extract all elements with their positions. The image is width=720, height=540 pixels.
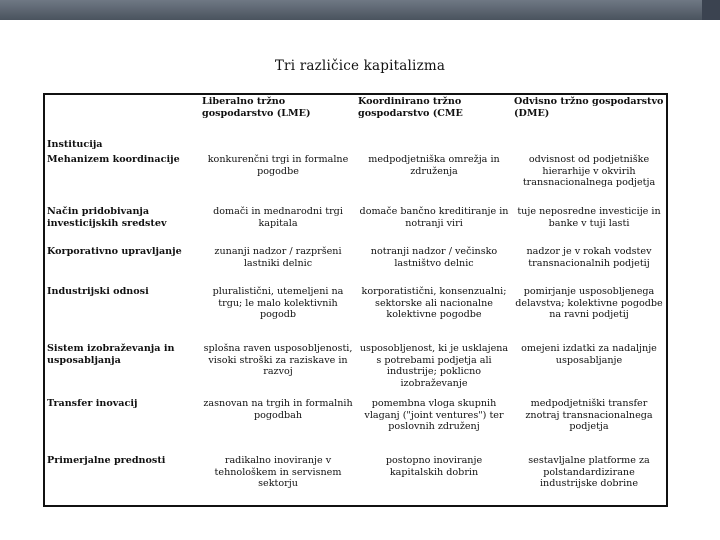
row-label: Primerjalne prednosti bbox=[47, 455, 166, 466]
cell-dme: sestavljalne platforme za polstandardizirane industrijske dobrine bbox=[528, 455, 650, 490]
header-cme: Koordinirano tržno gospodarstvo (CME bbox=[358, 96, 463, 119]
table-row bbox=[44, 342, 667, 397]
table-row bbox=[44, 153, 667, 205]
table-row bbox=[44, 285, 667, 342]
row-label: Transfer inovacij bbox=[47, 398, 138, 409]
cell-dme: medpodjetniški transfer znotraj transnacionalnega podjetja bbox=[525, 398, 653, 433]
cell-lme: konkurenčni trgi in formalne pogodbe bbox=[207, 154, 349, 177]
top-decoration-corner bbox=[702, 0, 720, 20]
top-decoration-bar bbox=[0, 0, 720, 20]
row-label: Način pridobivanja investicijskih sredstev bbox=[47, 206, 167, 229]
table-header-row bbox=[44, 94, 667, 153]
row-label: Sistem izobraževanja in usposabljanja bbox=[47, 343, 175, 366]
header-dme: Odvisno tržno gospodarstvo (DME) bbox=[514, 96, 664, 119]
comparison-table bbox=[43, 93, 668, 507]
table-row bbox=[44, 205, 667, 245]
cell-cme: medpodjetniška omrežja in združenja bbox=[368, 154, 500, 177]
cell-dme: pomirjanje usposobljenega delavstva; kolektivne pogodbe na ravni podjetij bbox=[515, 286, 663, 321]
cell-dme: tuje neposredne investicije in banke v tuji lasti bbox=[517, 206, 661, 229]
cell-cme: korporatistični, konsenzualni; sektorske ali nacionalne kolektivne pogodbe bbox=[361, 286, 507, 321]
cell-dme: omejeni izdatki za nadaljnje usposabljanje bbox=[521, 343, 657, 366]
cell-cme: pomembna vloga skupnih vlaganj ("joint ventures") ter poslovnih združenj bbox=[364, 398, 504, 433]
cell-lme: zasnovan na trgih in formalnih pogodbah bbox=[203, 398, 353, 421]
row-label: Korporativno upravljanje bbox=[47, 246, 182, 257]
cell-cme: usposobljenost, ki je usklajena s potrebami podjetja ali industrije; poklicno izobraževanje bbox=[359, 343, 509, 389]
table-row bbox=[44, 454, 667, 506]
header-lme: Liberalno tržno gospodarstvo (LME) bbox=[202, 96, 311, 119]
row-label: Mehanizem koordinacije bbox=[47, 154, 180, 165]
cell-lme: splošna raven usposobljenosti, visoki stroški za raziskave in razvoj bbox=[203, 343, 353, 378]
header-institucija: Institucija bbox=[47, 139, 103, 151]
cell-cme: domače bančno kreditiranje in notranji viri bbox=[359, 206, 509, 229]
cell-dme: odvisnost od podjetniške hierarhije v okvirih transnacionalnega podjetja bbox=[522, 154, 656, 189]
cell-lme: domači in mednarodni trgi kapitala bbox=[213, 206, 343, 229]
cell-lme: zunanji nadzor / razpršeni lastniki delnic bbox=[214, 246, 342, 269]
table-row bbox=[44, 245, 667, 285]
cell-lme: radikalno inoviranje v tehnološkem in servisnem sektorju bbox=[214, 455, 342, 490]
cell-lme: pluralistični, utemeljeni na trgu; le malo kolektivnih pogodb bbox=[212, 286, 344, 321]
slide-title: Tri različice kapitalizma bbox=[274, 58, 446, 74]
cell-cme: postopno inoviranje kapitalskih dobrin bbox=[385, 455, 483, 478]
row-label: Industrijski odnosi bbox=[47, 286, 149, 297]
cell-cme: notranji nadzor / večinsko lastništvo delnic bbox=[370, 246, 498, 269]
table-row bbox=[44, 397, 667, 454]
cell-dme: nadzor je v rokah vodstev transnacionalnih podjetij bbox=[526, 246, 652, 269]
